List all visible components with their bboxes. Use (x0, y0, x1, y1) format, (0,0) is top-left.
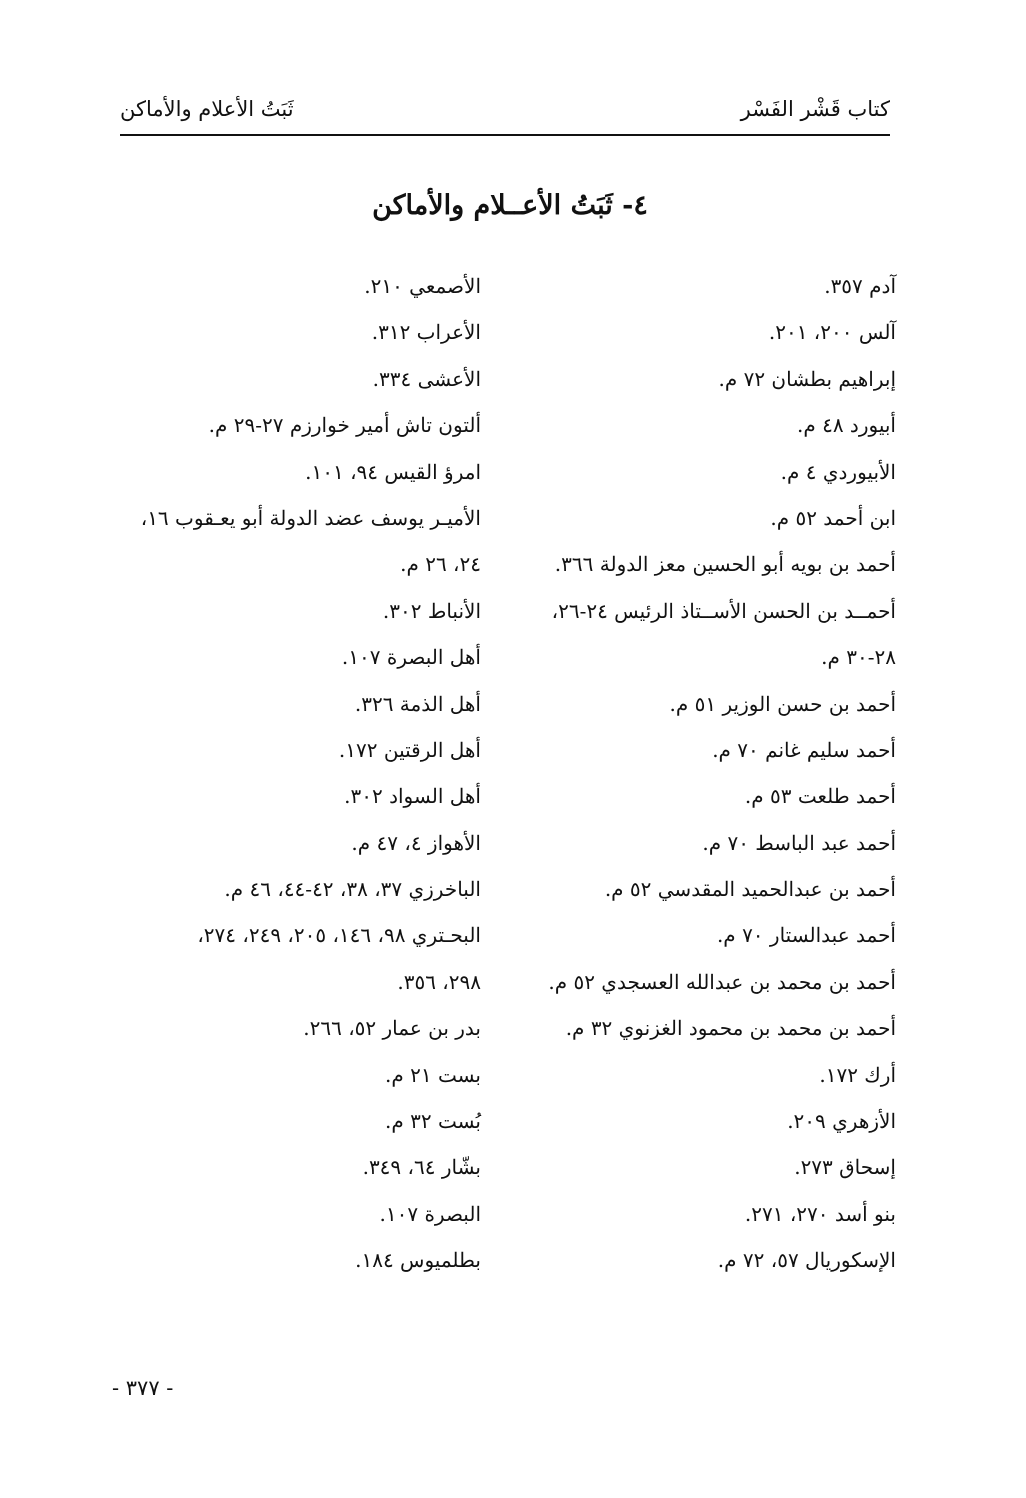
index-entry: بدر بن عمار ٥٢، ٢٦٦. (303, 1016, 481, 1041)
index-entry: الأنباط ٣٠٢. (382, 598, 481, 623)
index-entry: بُست ٣٢ م. (385, 1109, 481, 1134)
index-entry: ابن أحمد ٥٢ م. (770, 505, 896, 530)
index-entry: الإسكوريال ٥٧، ٧٢ م. (717, 1248, 896, 1273)
header-book-title: كتاب قَشْر الفَسْر (740, 97, 890, 121)
index-entry: أحمد طلعت ٥٣ م. (744, 784, 896, 809)
index-entry: الأعشى ٣٣٤. (372, 366, 481, 391)
index-entry: الأهواز ٤، ٤٧ م. (351, 830, 481, 855)
index-entry: أحمد بن بويه أبو الحسين معز الدولة ٣٦٦. (554, 552, 896, 577)
index-entry: بست ٢١ م. (385, 1062, 481, 1087)
index-entry: أرك ١٧٢. (819, 1062, 896, 1087)
index-entry: أهل السواد ٣٠٢. (344, 784, 481, 809)
index-entry: بطلميوس ١٨٤. (355, 1248, 481, 1273)
index-entry: امرؤ القيس ٩٤، ١٠١. (305, 459, 481, 484)
index-entry: الأعراب ٣١٢. (371, 320, 481, 345)
index-entry: أحمد بن عبدالحميد المقدسي ٥٢ م. (604, 877, 896, 902)
index-entry: آدم ٣٥٧. (824, 274, 896, 298)
index-entry: أهل الرقتين ١٧٢. (338, 737, 481, 762)
index-entry: بنو أسد ٢٧٠، ٢٧١. (744, 1201, 896, 1226)
index-entry: الأزهري ٢٠٩. (787, 1109, 896, 1134)
index-entry: البصرة ١٠٧. (379, 1201, 481, 1226)
section-heading: ٤- ثَبَتُ الأعــلام والأماكن (372, 190, 648, 221)
index-entry: أبيورد ٤٨ م. (796, 413, 896, 438)
index-column-left (41, 266, 481, 1287)
index-entry: أهل الذمة ٣٢٦. (354, 691, 481, 716)
index-entry: أحمد عبدالستار ٧٠ م. (716, 923, 896, 948)
page-number: - ٣٧٧ - (112, 1376, 174, 1400)
index-entry: أحمد بن محمد بن عبدالله العسجدي ٥٢ م. (548, 969, 896, 994)
index-entry: أهل البصرة ١٠٧. (341, 645, 481, 670)
index-column-right (511, 266, 896, 1287)
index-entry: ٢٤، ٢٦ م. (400, 552, 481, 577)
index-entry: أحمد عبد الباسط ٧٠ م. (702, 830, 896, 855)
index-entry: بشّار ٦٤، ٣٤٩. (362, 1155, 481, 1180)
header-divider (120, 134, 890, 136)
index-entry: إسحاق ٢٧٣. (794, 1155, 896, 1180)
index-entry: أحمد سليم غانم ٧٠ م. (712, 737, 896, 762)
header-section-title: ثَبَتُ الأعلام والأماكن (120, 97, 294, 121)
index-entry: الأصمعي ٢١٠. (364, 274, 481, 298)
index-entry: ٢٩٨، ٣٥٦. (397, 969, 481, 994)
running-header (120, 95, 890, 131)
index-entry: ٢٨-٣٠ م. (821, 645, 896, 670)
index-entry: ألتون تاش أمير خوارزم ٢٧-٢٩ م. (208, 413, 481, 438)
index-entry: أحمد بن حسن الوزير ٥١ م. (669, 691, 896, 716)
index-entry: الباخرزي ٣٧، ٣٨، ٤٢-٤٤، ٤٦ م. (224, 877, 481, 902)
index-entry: أحمــد بن الحسن الأســتاذ الرئيس ٢٤-٢٦، (551, 598, 896, 623)
index-entry: أحمد بن محمد بن محمود الغزنوي ٣٢ م. (565, 1016, 896, 1041)
index-entry: البحـتري ٩٨، ١٤٦، ٢٠٥، ٢٤٩، ٢٧٤، (197, 923, 481, 948)
index-entry: إبراهيم بطشان ٧٢ م. (718, 366, 896, 391)
index-entry: الأبيوردي ٤ م. (780, 459, 896, 484)
index-entry: الأميـر يوسف عضد الدولة أبو يعـقوب ١٦، (140, 505, 481, 530)
index-entry: آلس ٢٠٠، ٢٠١. (768, 320, 896, 345)
